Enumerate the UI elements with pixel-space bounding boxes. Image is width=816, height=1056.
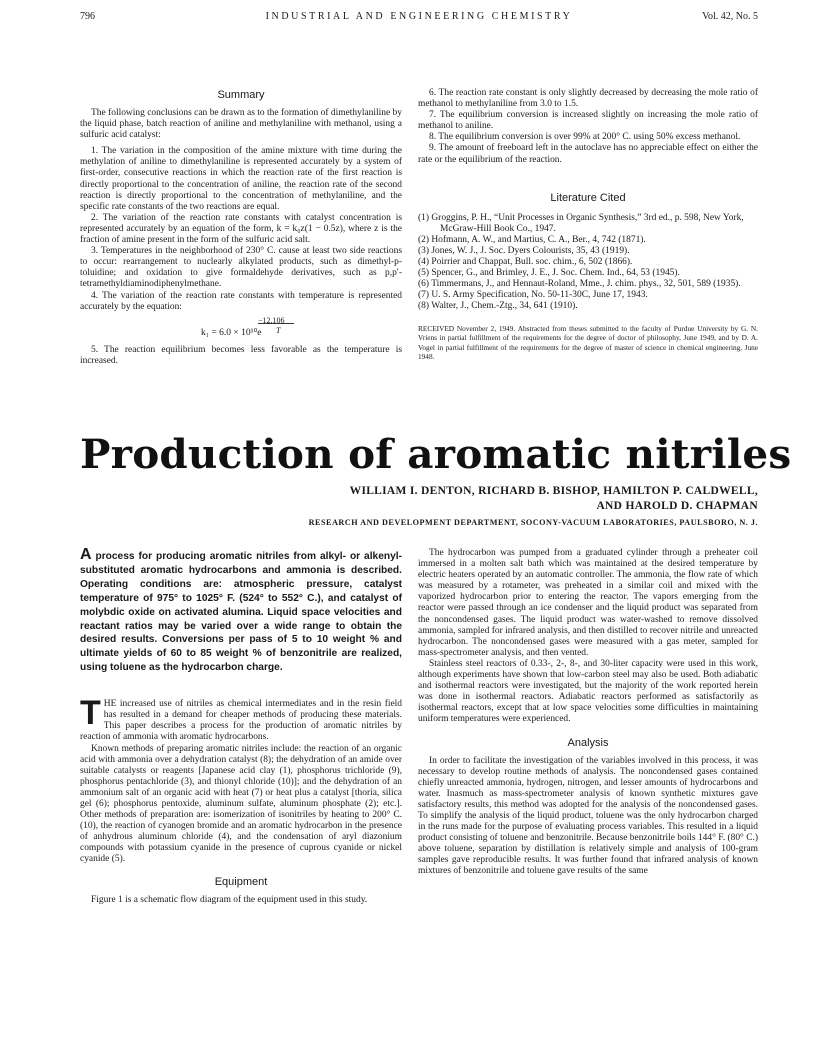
journal-name: INDUSTRIAL AND ENGINEERING CHEMISTRY: [265, 11, 573, 22]
abstract-initial: A: [80, 546, 92, 563]
article-left-column: [80, 548, 402, 906]
equation-lhs: k₁ = 6.0 × 10¹⁰e: [201, 327, 262, 338]
summary-item: 1. The variation in the composition of the amine mixture with time during the methylation of aniline to dimethylaniline is represented accurately by a system of first-order, consecutive reactions in which the reaction rate of the first reaction is directly proportional to the concentration of aniline, the reaction rate of the second reaction is directly proportional to the concentration of methylaniline, and the specific rate constants of the two reactions are equal.: [80, 146, 402, 212]
summary-item: 2. The variation of the reaction rate constants with catalyst concentration is represented accurately by an equation of the form, k = k₀z(1 − 0.5z), where z is the fraction of amine present in the form of the sulfuric acid salt.: [80, 212, 402, 246]
intro-text: HE increased use of nitriles as chemical intermediates and in the resin field has resulted in a demand for cheaper methods of producing these materials. This paper describes a process for the production of aromatic nitriles by reaction of ammonia with aromatic hydrocarbons.: [80, 699, 402, 743]
volume-issue: Vol. 42, No. 5: [702, 11, 758, 22]
article-title: Production of aromatic nitriles: [80, 430, 792, 478]
received-note: RECEIVED November 2, 1949. Abstracted from theses submitted to the faculty of Purdue University by G. N. Vriens in partial fulfillment of the requirements for the degree of doctor of philosophy, June 1949, and by D. A. Vogel in partial fulfillment of the requirements for the degree of master of science in chemical engineering, June 1948.: [418, 323, 758, 362]
body-paragraph: Known methods of preparing aromatic nitriles include: the reaction of an organic acid with ammonia over a dehydration catalyst (8); the dehydration of an amide over suitable catalysts or reagents [Japanese acid clay (1), phosphorus trichloride (9), phosphorus pentachloride (3), and thionyl chloride (10)]; and the dehydration of an ammonium salt of an organic acid with heat (7) or heat plus a catalyst [thoria, silica gel (6); phosphorus pentoxide, aluminum sulfate, aluminum phosphate (2); etc.]. Other methods of preparation are: isomerization of isonitriles by heating to 200° C. (10), the reaction of cyanogen bromide and an aromatic hydrocarbon in the presence of anhydrous aluminum chloride (4), and the condensation of aryl diazonium compounds with potassium cyanide in the presence of cuprous cyanide or nickel cyanide (5).: [80, 743, 402, 865]
summary-item: 3. Temperatures in the neighborhood of 230° C. cause at least two side reactions to occur: rearrangement to nuclearly alkylated products, such as dimethyl-p-toluidine; and oxidation to give formaldehyde derivatives, such as p,p′-tetramethyldiaminodiphenylmethane.: [80, 246, 402, 290]
body-paragraph: Stainless steel reactors of 0.33-, 2-, 8-, and 30-liter capacity were used in this work, although experiments have shown that low-carbon steel may also be used. Both adiabatic and isothermal reactors were investigated, but the majority of the work reported herein was done in isothermal reactors. Adiabatic reactors performed as satisfactorily as isothermal reactors, except that at low space velocities some difficulties in maintaining uniform temperatures were experienced.: [418, 658, 758, 725]
body-paragraph: In order to facilitate the investigation of the variables involved in this process, it was necessary to develop routine methods of analysis. The noncondensed gases contained chiefly unreacted ammonia, hydrogen, nitrogen, and lesser amounts of hydrocarbons and water. Inasmuch as mass-spectrometer analysis of known synthetic mixtures gave satisfactory results, this method was adopted for the analysis of the noncondensed gases. To simplify the analysis of the liquid product, toluene was the only hydrocarbon charged in the runs made for the purpose of evaluating process variables. This resulted in a liquid product consisting of toluene and benzonitrile. Because benzonitrile boils 144° F. (80° C.) above toluene, separation by distillation is relatively simple and analysis of 100-gram samples gave reproducible results. It was further found that infrared analysis of known mixtures of benzonitrile and toluene gave results of the same: [418, 755, 758, 877]
article-right-column: [418, 548, 758, 878]
equation-exponent: −12,106: [258, 315, 285, 325]
fraction-bar: [258, 323, 294, 324]
rate-equation: [80, 313, 402, 345]
summary-item: 8. The equilibrium conversion is over 99% at 200° C. using 50% excess methanol.: [429, 132, 741, 143]
author-list: [350, 484, 758, 514]
summary-heading: Summary: [217, 89, 265, 101]
analysis-heading: Analysis: [567, 736, 609, 749]
summary-item: 4. The variation of the reaction rate constants with temperature is represented accurately by the equation:: [80, 290, 402, 312]
summary-continued-column: [418, 88, 758, 362]
reference-item: (2) Hofmann, A. W., and Martius, C. A., Ber., 4, 742 (1871).: [418, 234, 646, 245]
reference-item: (3) Jones, W. J., J. Soc. Dyers Colourists, 35, 43 (1919).: [418, 245, 630, 256]
summary-column: [80, 88, 402, 367]
abstract-text: process for producing aromatic nitriles from alkyl- or alkenyl-substituted aromatic hydrocarbons and ammonia is described. Operating conditions are: atmospheric pressure, catalyst temperature of 975° to 1025° F. (524° to 552° C.), and catalyst of molybdic oxide on activated alumina. Liquid space velocities and reactant ratios may be varied over a wide range to obtain the desired results. Conversions per pass of 5 to 10 weight % and ultimate yields of 60 to 85 weight % of benzonitrile are realized, using toluene as the hydrocarbon charge.: [80, 551, 402, 674]
literature-heading: Literature Cited: [550, 191, 626, 204]
equipment-heading: Equipment: [214, 875, 268, 888]
body-paragraph: The hydrocarbon was pumped from a graduated cylinder through a preheater coil immersed in a molten salt bath which was maintained at the desired temperature by electric heaters operated by an automatic controller. The ammonia, the flow rate of which was measured by a rotameter, was preheated in a similar coil and mixed with the vaporized hydrocarbon prior to entering the reactor. The vapors emerging from the reactor were passed through an ice condenser and the liquid product was separated from the noncondensed gases. The liquid product was water-washed to remove dissolved ammonia, sampled for infrared analysis, and then distilled to recover nitrile and unreacted hydrocarbon. The noncondensed gases were measured with a gas meter, sampled for mass-spectrometer analysis, and then vented.: [418, 548, 758, 658]
reference-item: (8) Walter, J., Chem.-Ztg., 34, 641 (1910).: [418, 301, 578, 312]
summary-item: 5. The reaction equilibrium becomes less favorable as the temperature is increased.: [80, 344, 402, 366]
authors-line: AND HAROLD D. CHAPMAN: [596, 500, 758, 512]
drop-cap: T: [80, 694, 101, 733]
reference-item: (5) Spencer, G., and Brimley, J. E., J. Soc. Chem. Ind., 64, 53 (1945).: [418, 268, 680, 279]
summary-item: 6. The reaction rate constant is only slightly decreased by decreasing the mole ratio of methanol to methylaniline from 3.0 to 1.5.: [418, 88, 758, 110]
page-number: 796: [80, 11, 95, 22]
authors-line: WILLIAM I. DENTON, RICHARD B. BISHOP, HAMILTON P. CALDWELL,: [349, 485, 758, 497]
reference-item: (4) Poirrier and Chappat, Bull. soc. chim., 6, 502 (1866).: [418, 257, 633, 268]
abstract: [80, 548, 402, 675]
body-paragraph: Figure 1 is a schematic flow diagram of the equipment used in this study.: [91, 894, 368, 905]
reference-item: (7) U. S. Army Specification, No. 50-11-30C, June 17, 1943.: [418, 290, 648, 301]
intro-paragraph: [80, 694, 402, 743]
affiliation: RESEARCH AND DEVELOPMENT DEPARTMENT, SOCONY-VACUUM LABORATORIES, PAULSBORO, N. J.: [308, 518, 758, 527]
reference-item: (6) Timmermans, J., and Hennaut-Roland, Mme., J. chim. phys., 32, 501, 589 (1935).: [418, 279, 741, 290]
equation-exponent-denominator: T: [276, 325, 281, 335]
summary-intro: The following conclusions can be drawn as to the formation of dimethylaniline by the liquid phase, batch reaction of aniline and methylaniline with methanol, using a sulfuric acid catalyst:: [80, 108, 402, 141]
summary-item: 9. The amount of freeboard left in the autoclave has no appreciable effect on either the rate or the equilibrium of the reaction.: [418, 143, 758, 165]
reference-item: (1) Groggins, P. H., “Unit Processes in Organic Synthesis,” 3rd ed., p. 598, New York, McGraw-Hill Book Co., 1947.: [418, 212, 744, 234]
summary-item: 7. The equilibrium conversion is increased slightly on increasing the mole ratio of methanol to aniline.: [418, 110, 758, 132]
running-header: [80, 11, 758, 25]
